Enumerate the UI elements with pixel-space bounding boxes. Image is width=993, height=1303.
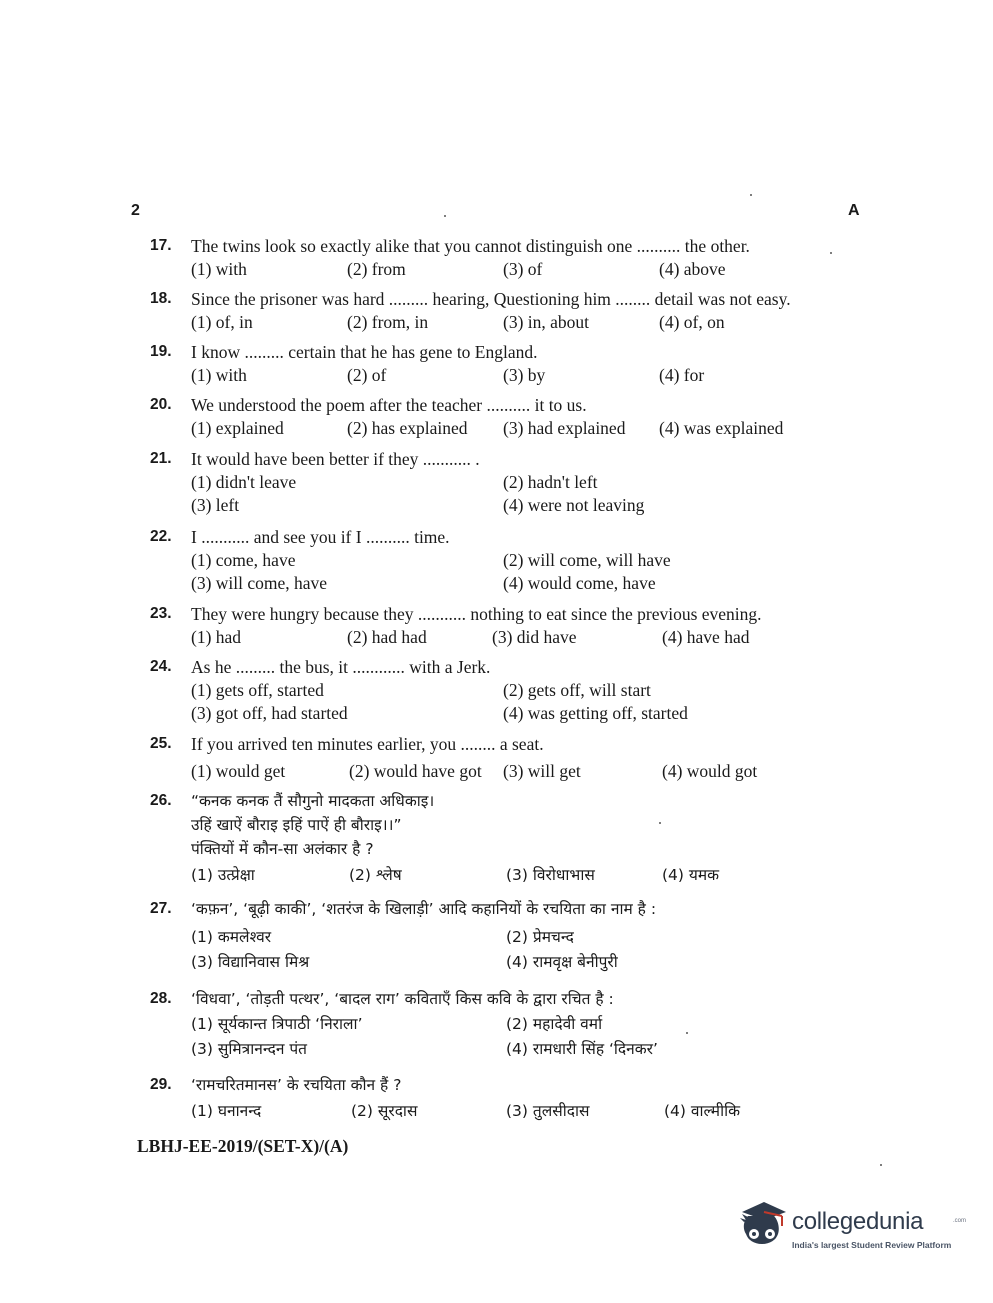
question-number: 27. bbox=[150, 900, 172, 917]
option-2: (2) सूरदास bbox=[351, 1102, 418, 1120]
option-4: (4) was getting off, started bbox=[503, 703, 688, 723]
question-text-line-1: “कनक कनक तैं सौगुनो मादकता अधिकाइ। bbox=[191, 792, 435, 810]
option-4: (4) वाल्मीकि bbox=[664, 1102, 741, 1120]
option-3: (3) did have bbox=[492, 627, 577, 647]
question-text-line-2: उहिं खाऐं बौराइ इहिं पाऐं ही बौराइ।।” bbox=[191, 816, 402, 834]
option-3: (3) got off, had started bbox=[191, 703, 348, 723]
option-4: (4) were not leaving bbox=[503, 495, 645, 515]
question-text: I know ......... certain that he has gene to England. bbox=[191, 342, 538, 362]
option-3: (3) तुलसीदास bbox=[506, 1102, 590, 1120]
option-1: (1) कमलेश्वर bbox=[191, 928, 272, 946]
question-text: I ........... and see you if I .......... time. bbox=[191, 527, 450, 547]
option-2: (2) will come, will have bbox=[503, 550, 671, 570]
set-code: A bbox=[848, 202, 860, 219]
option-2: (2) hadn't left bbox=[503, 472, 598, 492]
option-3: (3) left bbox=[191, 495, 240, 515]
option-2: (2) श्लेष bbox=[349, 866, 402, 884]
option-4: (4) would got bbox=[662, 761, 758, 781]
option-3: (3) सुमित्रानन्दन पंत bbox=[191, 1040, 308, 1058]
question-number: 23. bbox=[150, 605, 172, 622]
question-text: The twins look so exactly alike that you cannot distinguish one .......... the other. bbox=[191, 236, 750, 256]
option-1: (1) gets off, started bbox=[191, 680, 324, 700]
option-4: (4) would come, have bbox=[503, 573, 656, 593]
question-text: Since the prisoner was hard ......... hearing, Questioning him ........ detail was not easy. bbox=[191, 289, 791, 309]
page-number: 2 bbox=[131, 202, 140, 219]
paper-code: LBHJ-EE-2019/(SET-X)/(A) bbox=[137, 1136, 349, 1156]
question-text-line-3: पंक्तियों में कौन-सा अलंकार है ? bbox=[191, 840, 374, 858]
question-text: As he ......... the bus, it ............ with a Jerk. bbox=[191, 657, 491, 677]
question-number: 22. bbox=[150, 528, 172, 545]
brand-suffix: .com bbox=[953, 1218, 967, 1224]
option-3: (3) by bbox=[503, 365, 546, 385]
option-4: (4) रामधारी सिंह ‘दिनकर’ bbox=[506, 1040, 658, 1058]
option-1: (1) had bbox=[191, 627, 242, 647]
option-4: (4) for bbox=[659, 365, 705, 385]
option-3: (3) विरोधाभास bbox=[506, 866, 595, 884]
option-1: (1) with bbox=[191, 259, 247, 279]
question-number: 17. bbox=[150, 237, 172, 254]
option-2: (2) would have got bbox=[349, 761, 482, 781]
option-1: (1) घनानन्द bbox=[191, 1102, 262, 1120]
question-number: 28. bbox=[150, 990, 172, 1007]
option-2: (2) from, in bbox=[347, 312, 429, 332]
question-number: 18. bbox=[150, 290, 172, 307]
option-3: (3) will come, have bbox=[191, 573, 328, 593]
option-2: (2) had had bbox=[347, 627, 427, 647]
option-2: (2) of bbox=[347, 365, 387, 385]
question-text: They were hungry because they ........... nothing to eat since the previous evening. bbox=[191, 604, 762, 624]
option-3: (3) विद्यानिवास मिश्र bbox=[191, 953, 310, 971]
option-1: (1) explained bbox=[191, 418, 284, 438]
brand-name: collegedunia bbox=[792, 1208, 924, 1235]
question-number: 26. bbox=[150, 792, 172, 809]
option-2: (2) प्रेमचन्द bbox=[506, 928, 574, 946]
question-text: If you arrived ten minutes earlier, you ........ a seat. bbox=[191, 734, 544, 754]
option-1: (1) of, in bbox=[191, 312, 253, 332]
brand-tagline: India's largest Student Review Platform bbox=[792, 1240, 952, 1250]
question-number: 19. bbox=[150, 343, 172, 360]
option-2: (2) महादेवी वर्मा bbox=[506, 1015, 603, 1033]
question-number: 24. bbox=[150, 658, 172, 675]
scan-speck bbox=[830, 252, 832, 254]
question-text: ‘रामचरितमानस’ के रचयिता कौन हैं ? bbox=[191, 1076, 402, 1094]
student-mascot-icon bbox=[734, 1198, 790, 1258]
scan-speck bbox=[880, 1164, 882, 1166]
scan-speck bbox=[444, 215, 446, 217]
option-4: (4) रामवृक्ष बेनीपुरी bbox=[506, 953, 618, 971]
question-number: 29. bbox=[150, 1076, 172, 1093]
collegedunia-watermark bbox=[734, 1198, 967, 1258]
option-3: (3) had explained bbox=[503, 418, 626, 438]
option-3: (3) of bbox=[503, 259, 543, 279]
question-number: 20. bbox=[150, 396, 172, 413]
scan-speck bbox=[686, 1032, 688, 1034]
question-text: ‘कफ़न’, ‘बूढ़ी काकी’, ‘शतरंज के खिलाड़ी’ आदि कहानियों के रचयिता का नाम है : bbox=[191, 900, 657, 918]
option-1: (1) would get bbox=[191, 761, 286, 781]
question-text: ‘विधवा’, ‘तोड़ती पत्थर’, ‘बादल राग’ कविताएँ किस कवि के द्वारा रचित है : bbox=[191, 990, 614, 1008]
option-3: (3) in, about bbox=[503, 312, 590, 332]
scan-speck bbox=[659, 822, 661, 824]
option-1: (1) उत्प्रेक्षा bbox=[191, 866, 255, 884]
option-1: (1) with bbox=[191, 365, 247, 385]
option-4: (4) यमक bbox=[662, 866, 720, 884]
question-number: 25. bbox=[150, 735, 172, 752]
option-4: (4) above bbox=[659, 259, 726, 279]
option-2: (2) from bbox=[347, 259, 406, 279]
option-4: (4) was explained bbox=[659, 418, 784, 438]
question-text: It would have been better if they ........... . bbox=[191, 449, 480, 469]
option-3: (3) will get bbox=[503, 761, 581, 781]
scan-speck bbox=[750, 194, 752, 196]
option-4: (4) of, on bbox=[659, 312, 725, 332]
option-4: (4) have had bbox=[662, 627, 750, 647]
question-number: 21. bbox=[150, 450, 172, 467]
question-text: We understood the poem after the teacher .......... it to us. bbox=[191, 395, 587, 415]
option-2: (2) gets off, will start bbox=[503, 680, 651, 700]
option-1: (1) come, have bbox=[191, 550, 296, 570]
option-1: (1) didn't leave bbox=[191, 472, 297, 492]
option-1: (1) सूर्यकान्त त्रिपाठी ‘निराला’ bbox=[191, 1015, 363, 1033]
option-2: (2) has explained bbox=[347, 418, 468, 438]
